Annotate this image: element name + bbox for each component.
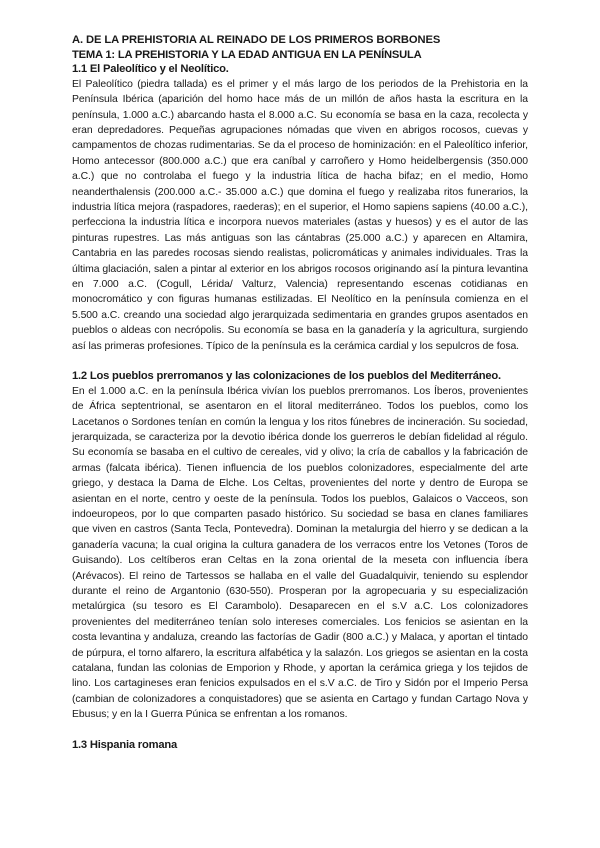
section-spacer xyxy=(72,354,528,369)
topic-heading: TEMA 1: LA PREHISTORIA Y LA EDAD ANTIGUA EN LA PENÍNSULA xyxy=(72,48,422,61)
section-1-2-title: 1.2 Los pueblos prerromanos y las colonizaciones de los pueblos del Mediterráneo. xyxy=(72,370,501,383)
section-1-1-body: El Paleolítico (piedra tallada) es el primer y el más largo de los periodos de la Prehistoria en la Península Ibérica (aparición del homo hace más de un millón de años hasta la escritura en la península, 1.000 a.C.) abarcando hasta el 8.000 a.C. Su economía se basa en la caza, recolecta y eran depredadores. Pequeñas agrupaciones nómadas que viven en abrigos rocosos, cuevas y campamentos de chozas rudimentarias. Se da el proceso de hominización: en el Paleolítico inferior, Homo antecessor (800.000 a.C.) que era caníbal y carroñero y Homo heidelbergensis (350.000 a.C.) que no controlaba el fuego y la industria lítica de hacha bifaz; en el medio, Homo neanderthalensis (200.000 a.C.- 35.000 a.C.) que domina el fuego y realizaba ritos funerarios, la industria lítica mejora (raspadores, raederas); en el superior, el Homo sapiens sapiens (40.00 a.C.), perfecciona la industria lítica e incorpora nuevos materiales (astas y huesos) y es el autor de las pinturas rupestres. Las más antiguas son las cántabras (25.000 a.C.) y aparecen en Altamira, Cantabria en las paredes rocosas siendo realistas, policromáticas y animales individuales. Tras la última glaciación, salen a pintar al exterior en los abrigos rocosos originando así la pintura levantina en 7.000 a.C. (Cogull, Lérida/ Valturz, Valencia) representando escenas cotidianas en monocromático y con figuras humanas estilizadas. El Neolítico en la península comienza en el 5.500 a.C. creando una sociedad algo jerarquizada sedimentaria en grandes grupos asentados en pueblos o aldeas con necrópolis. Su economía se basa en la ganadería y la agricultura, surgiendo así las primeras profesiones. Típico de la península es la cerámica cardial y los sepulcros de fosa. xyxy=(72,78,528,352)
section-1-2-body: En el 1.000 a.C. en la península Ibérica vivían los pueblos prerromanos. Los Íberos, provenientes de África septentrional, se asentaron en el litoral mediterráneo. Todos los pueblos, como los Lacetanos o Sordones tenían en común la lengua y los ritos fúnebres de incineración. Su sociedad, jerarquizada, se caracteriza por la devotio ibérica donde los guerreros le debían fidelidad al régulo. Su economía se basaba en el cultivo de cereales, vid y olivo; la cría de caballos y la fabricación de armas (falcata ibérica). Tienen influencia de los pueblos colonizadores, especialmente del arte griego, y destaca la Dama de Elche. Los Celtas, provenientes del norte y dentro de Europa se asientan en el norte, centro y oeste de la península. Todos los pueblos, Galaicos o Vacceos, son indoeuropeos, por lo que comparten pasado histórico. Su sociedad se basa en clanes familiares que viven en castros (Santa Tecla, Pontevedra). Dominan la metalurgia del hierro y se dedican a la ganadería vacuna; la cual origina la cultura ganadera de los verracos entre los Vetones (Toros de Guisando). Los celtíberos eran Celtas en la zona oriental de la meseta con influencia íbera (Arévacos). El reino de Tartessos se hallaba en el valle del Guadalquivir, teniendo su esplendor durante el reino de Argantonio (630-550). Prosperan por la agropecuaria y su especialización metalúrgica (su tesoro es El Carambolo). Desaparecen en el s.V a.C. Los colonizadores provenientes del mediterráneo tenían solo intereses comerciales. Los fenicios se asientan en la costa levantina y andaluza, creando las factorías de Gadir (800 a.C.) y Malaca, y aportan el tintado de púrpura, el torno alfarero, la escritura alfabética y la salazón. Los griegos se asientan en la costa catalana, fundan las colonias de Emporion y Rhode, y aportan la cerámica griega y los tejidos de lino. Los cartagineses eran fenicios expulsados en el s.V a.C. de Tiro y Sidón por el Imperio Persa (cambian de colonizadores a conquistadores) que se asienta en Cartago y fundan Cartago Nova y Ebusus; y en la I Guerra Púnica se enfrentan a los romanos. xyxy=(72,385,528,721)
section-spacer xyxy=(72,723,528,738)
section-1-3-title: 1.3 Hispania romana xyxy=(72,738,178,751)
unit-heading: A. DE LA PREHISTORIA AL REINADO DE LOS PRIMEROS BORBONES xyxy=(72,34,441,46)
section-1-1-title: 1.1 El Paleolítico y el Neolítico. xyxy=(72,63,229,76)
